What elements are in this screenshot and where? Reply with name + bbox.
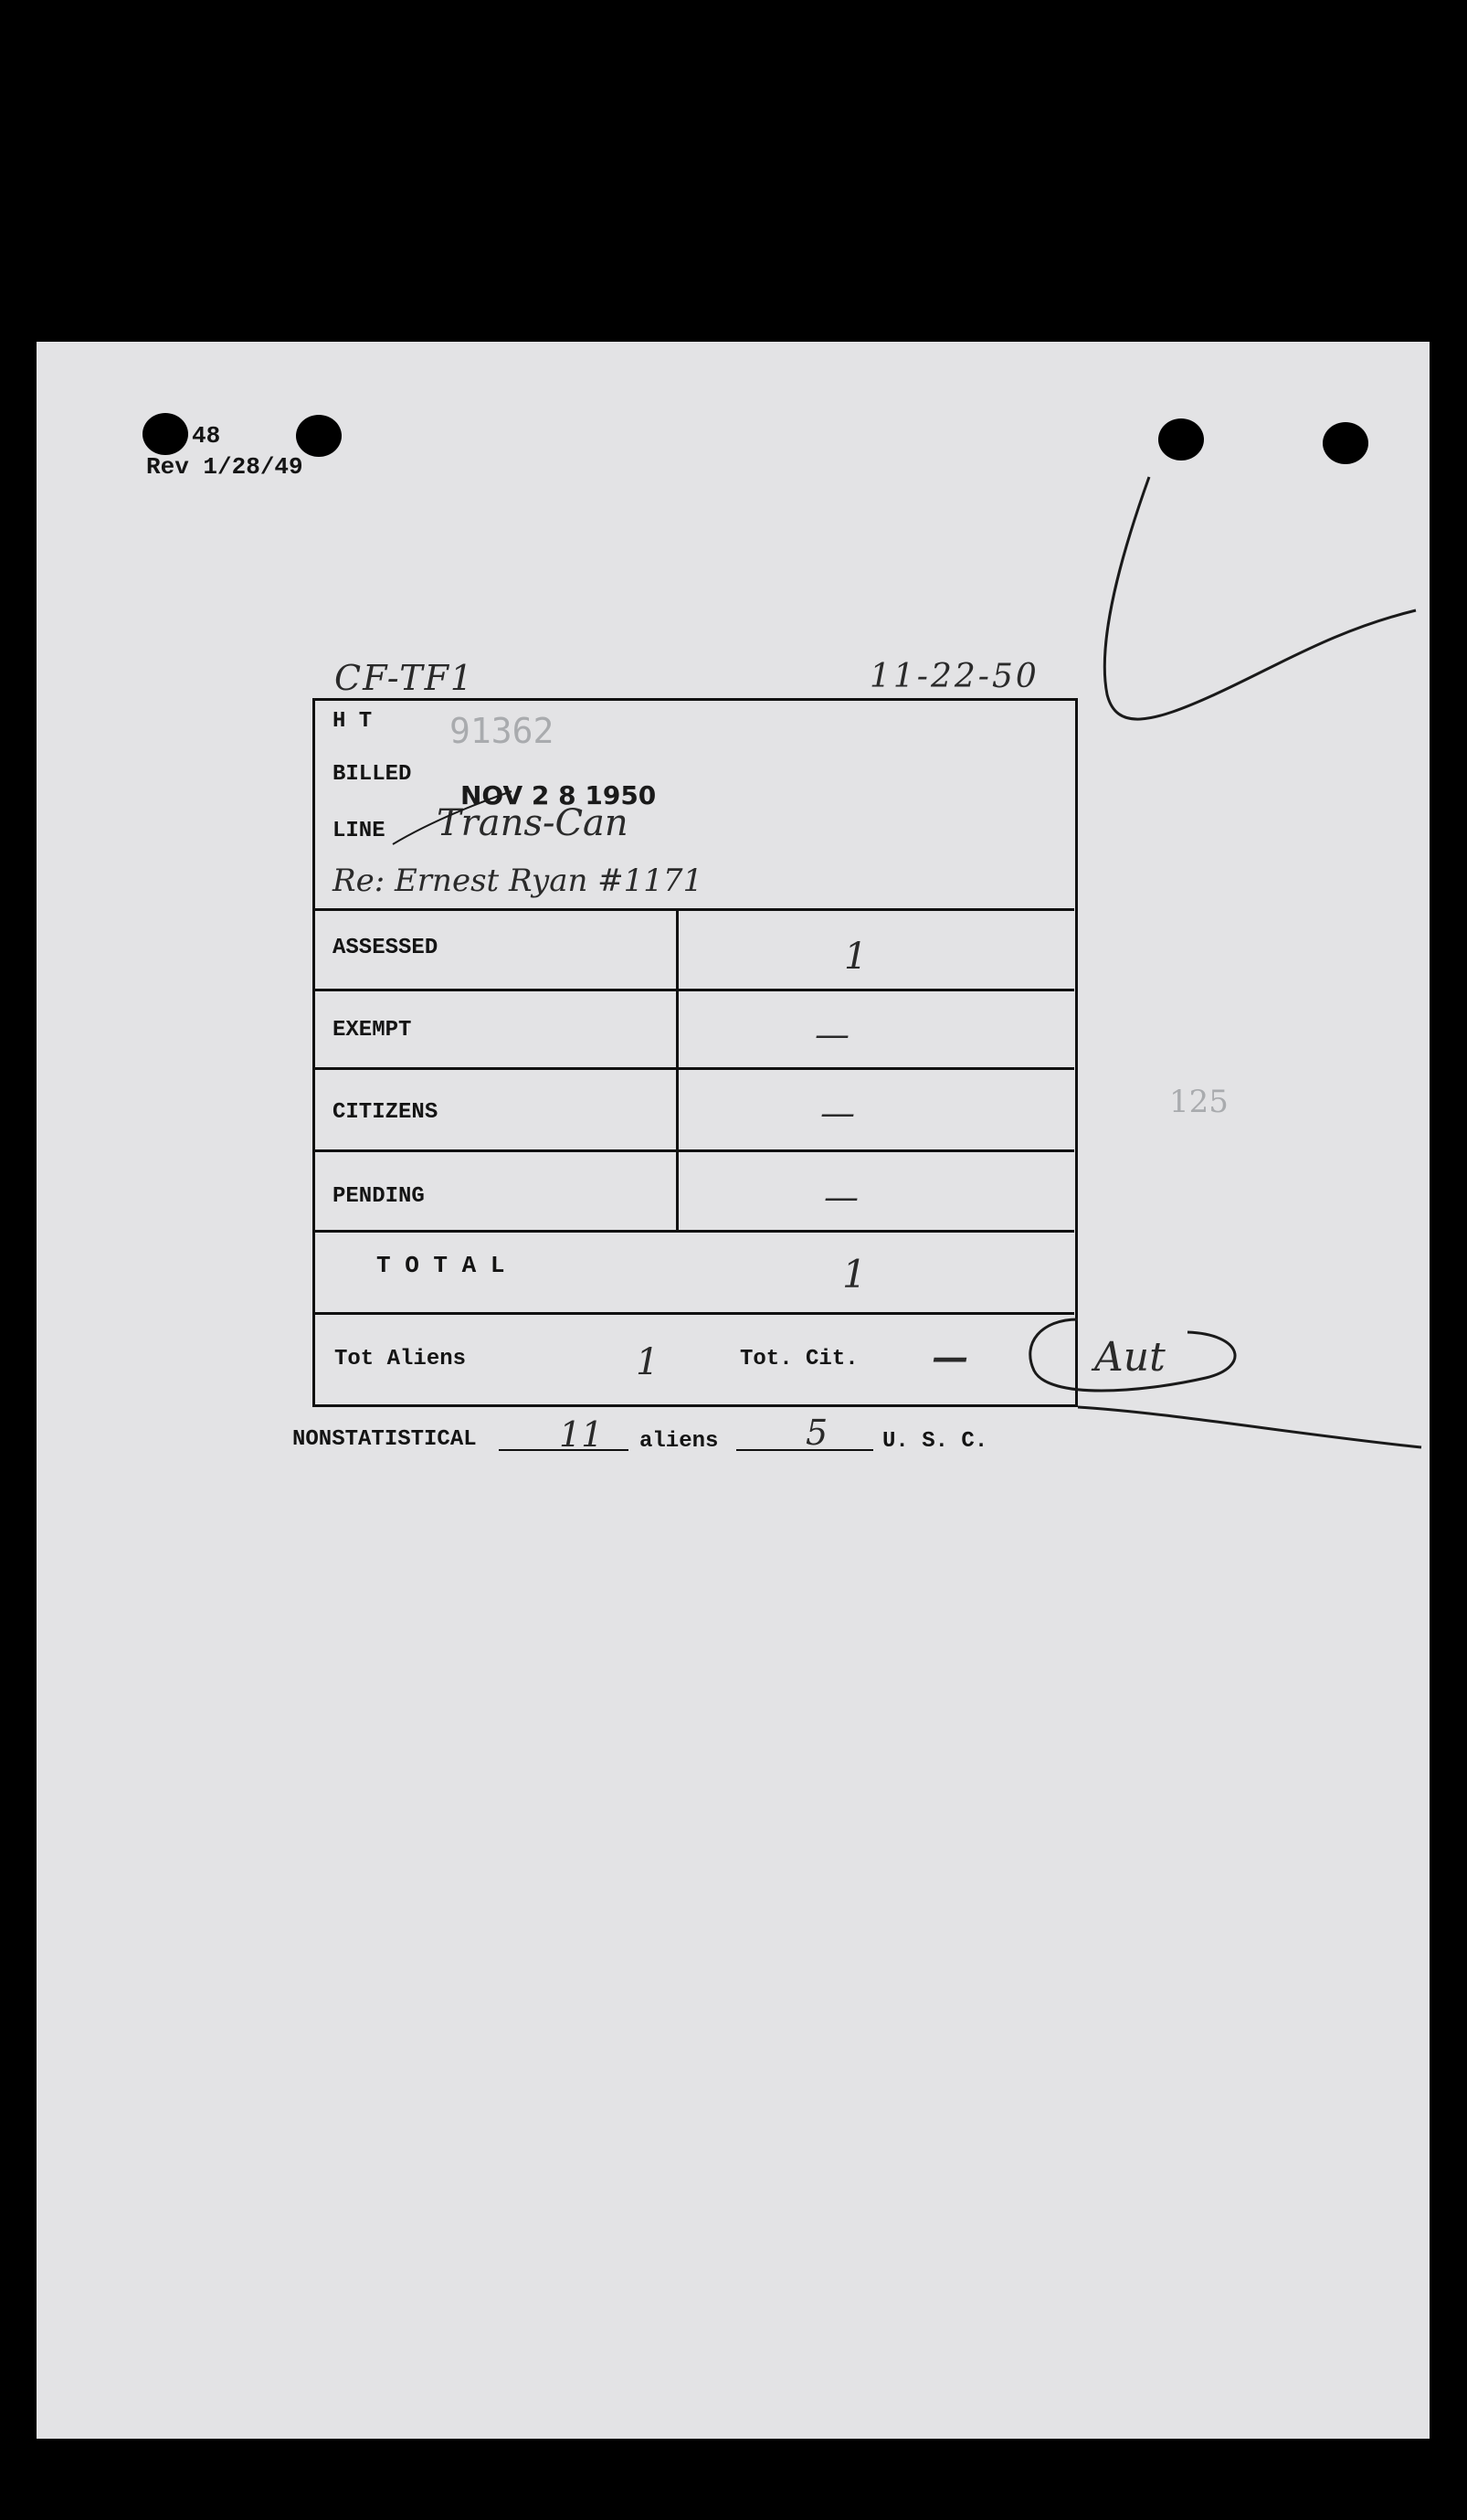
nonstatistical-usc-label: U. S. C. — [882, 1429, 988, 1454]
margin-number: 125 — [1169, 1084, 1229, 1120]
ht-label: H T — [332, 709, 373, 734]
pen-strike-billed — [393, 791, 512, 844]
tot-cit-value: — — [932, 1336, 968, 1379]
pen-line-bottom-right — [1078, 1407, 1421, 1447]
initials: Aut — [1094, 1334, 1166, 1381]
row-citizens-label: CITIZENS — [332, 1100, 438, 1125]
row-exempt-value: — — [815, 1014, 850, 1054]
ht-value: 91362 — [449, 711, 554, 751]
tot-aliens-label: Tot Aliens — [334, 1347, 467, 1371]
row-exempt-label: EXEMPT — [332, 1018, 412, 1043]
line-value: Trans-Can — [437, 802, 628, 844]
billed-label: BILLED — [332, 762, 412, 787]
pen-curve-top-right — [1104, 477, 1416, 719]
pen-loop-initials — [1030, 1319, 1235, 1391]
re-note: Re: Ernest Ryan #1171 — [332, 863, 703, 899]
total-label: T O T A L — [376, 1252, 505, 1279]
nonstatistical-aliens-label: aliens — [639, 1429, 719, 1454]
nonstatistical-label: NONSTATISTICAL — [292, 1427, 477, 1452]
billed-stamp: NOV 2 8 1950 — [460, 780, 657, 810]
row-assessed-value: 1 — [844, 936, 868, 978]
annotation-cf-tf: CF-TF1 — [334, 658, 475, 698]
row-pending-label: PENDING — [332, 1184, 425, 1209]
nonstatistical-aliens-value: 11 — [559, 1414, 604, 1455]
tot-cit-label: Tot. Cit. — [740, 1347, 859, 1371]
total-value: 1 — [842, 1252, 867, 1297]
nonstatistical-usc-value: 5 — [806, 1413, 828, 1453]
line-label: LINE — [332, 819, 385, 843]
form-code: 48 — [192, 422, 221, 450]
row-pending-value: — — [824, 1177, 859, 1217]
tot-aliens-value: 1 — [636, 1341, 660, 1383]
row-citizens-value: — — [820, 1093, 855, 1133]
form-revision: Rev 1/28/49 — [146, 453, 303, 481]
annotation-date: 11-22-50 — [870, 658, 1040, 695]
row-assessed-label: ASSESSED — [332, 936, 438, 960]
